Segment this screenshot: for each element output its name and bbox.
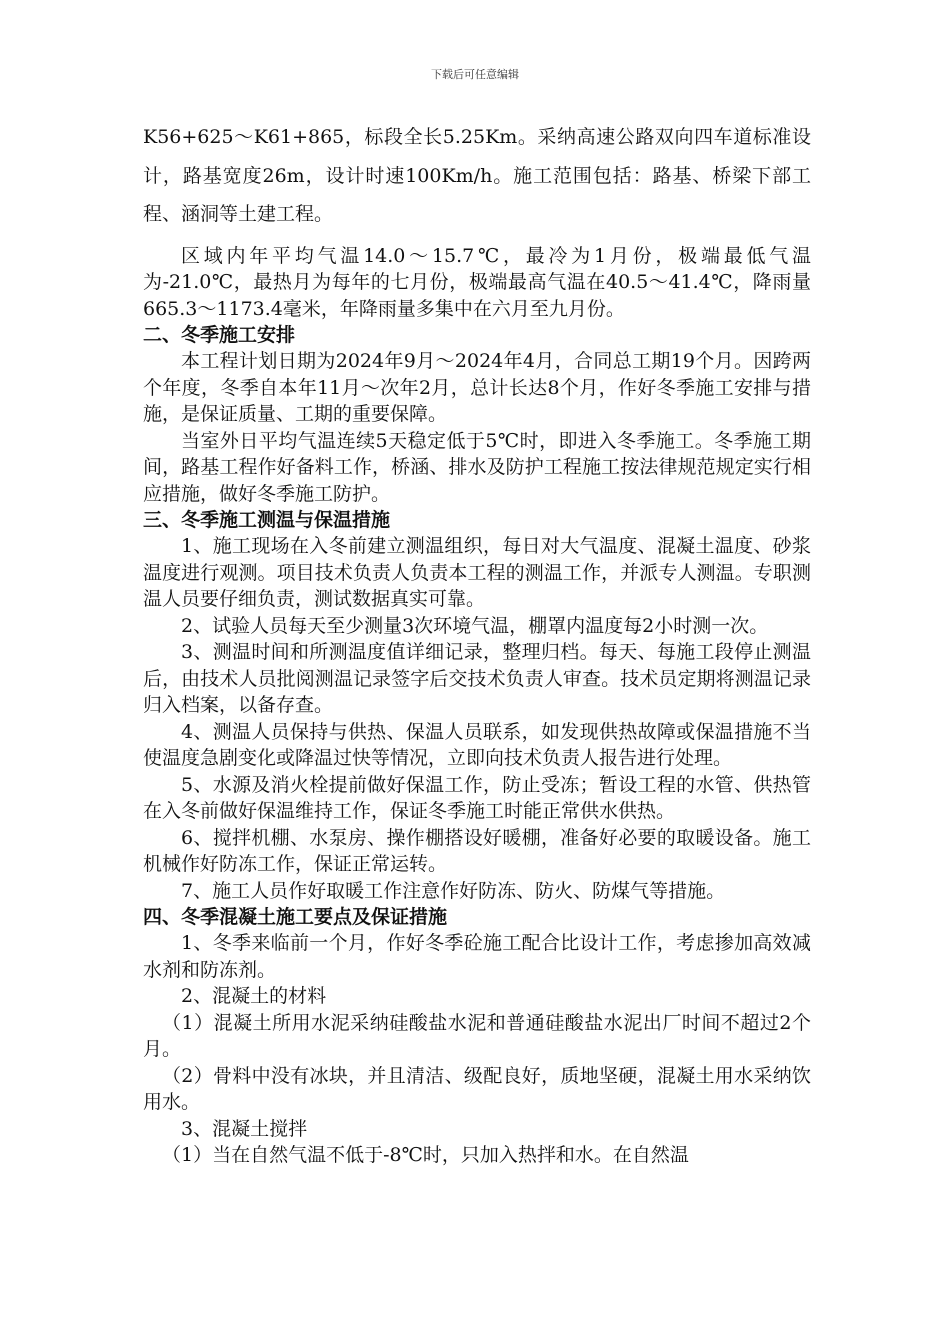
section-4-paragraph-4: （2）骨料中没有冰块，并且清洁、级配良好，质地坚硬，混凝土用水采纳饮用水。 [143, 1064, 811, 1113]
section-4-paragraph-6: （1）当在自然气温不低于-8℃时，只加入热拌和水。在自然温 [162, 1144, 689, 1166]
section-2-paragraph-2: 当室外日平均气温连续5天稳定低于5℃时，即进入冬季施工。冬季施工期间，路基工程作好备料工作，桥涵、排水及防护工程施工按法律规范规定实行相应措施，做好冬季施工防护。 [143, 429, 811, 505]
section-4-title: 四、冬季混凝土施工要点及保证措施 [143, 906, 448, 928]
intro-paragraph-2: 区域内年平均气温14.0～15.7℃，最冷为1月份，极端最低气温为-21.0℃，最热月为每年的七月份，极端最高气温在40.5～41.4℃，降雨量665.3～1173.4毫米，年降雨量多集中在六月至九月份。 [143, 244, 811, 320]
section-3-item: 6、搅拌机棚、水泵房、操作棚搭设好暖棚，准备好必要的取暖设备。施工机械作好防冻工作，保证正常运转。 [143, 826, 811, 875]
section-4-paragraph-5: 3、混凝土搅拌 [181, 1117, 308, 1140]
section-4-paragraph-2: 2、混凝土的材料 [181, 985, 327, 1007]
page-header: 下载后可任意编辑 [431, 68, 519, 81]
section-3-title: 三、冬季施工测温与保温措施 [143, 509, 391, 531]
section-3-item: 3、测温时间和所测温度值详细记录，整理归档。每天、每施工段停止测温后，由技术人员批阅测温记录签字后交技术负责人审查。技术员定期将测温记录归入档案，以备存查。 [143, 641, 811, 716]
section-2-paragraph-1: 本工程计划日期为2024年9月～2024年4月，合同总工期19个月。因跨两个年度，冬季自本年11月～次年2月，总计长达8个月，作好冬季施工安排与措施，是保证质量、工期的重要保障。 [143, 350, 811, 425]
document-body [143, 118, 811, 1169]
section-3-item: 2、试验人员每天至少测量3次环境气温，棚罩内温度每2小时测一次。 [181, 614, 769, 637]
section-2-title: 二、冬季施工安排 [143, 324, 296, 346]
section-4-paragraph-1: 1、冬季来临前一个月，作好冬季砼施工配合比设计工作，考虑掺加高效减水剂和防冻剂。 [143, 932, 811, 981]
section-3-item: 1、施工现场在入冬前建立测温组织，每日对大气温度、混凝土温度、砂浆温度进行观测。项目技术负责人负责本工程的测温工作，并派专人测温。专职测温人员要仔细负责，测试数据真实可靠。 [143, 535, 811, 610]
section-3-item: 4、测温人员保持与供热、保温人员联系，如发现供热故障或保温措施不当使温度急剧变化或降温过快等情况，立即向技术负责人报告进行处理。 [143, 720, 811, 769]
section-3-item: 5、水源及消火栓提前做好保温工作，防止受冻；暂设工程的水管、供热管在入冬前做好保温维持工作，保证冬季施工时能正常供水供热。 [143, 773, 811, 822]
section-3-item: 7、施工人员作好取暖工作注意作好防冻、防火、防煤气等措施。 [181, 879, 726, 902]
section-4-paragraph-3: （1）混凝土所用水泥采纳硅酸盐水泥和普通硅酸盐水泥出厂时间不超过2个月。 [143, 1011, 811, 1060]
intro-paragraph-1: K56+625～K61+865，标段全长5.25Km。采纳高速公路双向四车道标准设计，路基宽度26m，设计时速100Km/h。施工范围包括：路基、桥梁下部工程、涵洞等土建工程。 [143, 126, 811, 225]
